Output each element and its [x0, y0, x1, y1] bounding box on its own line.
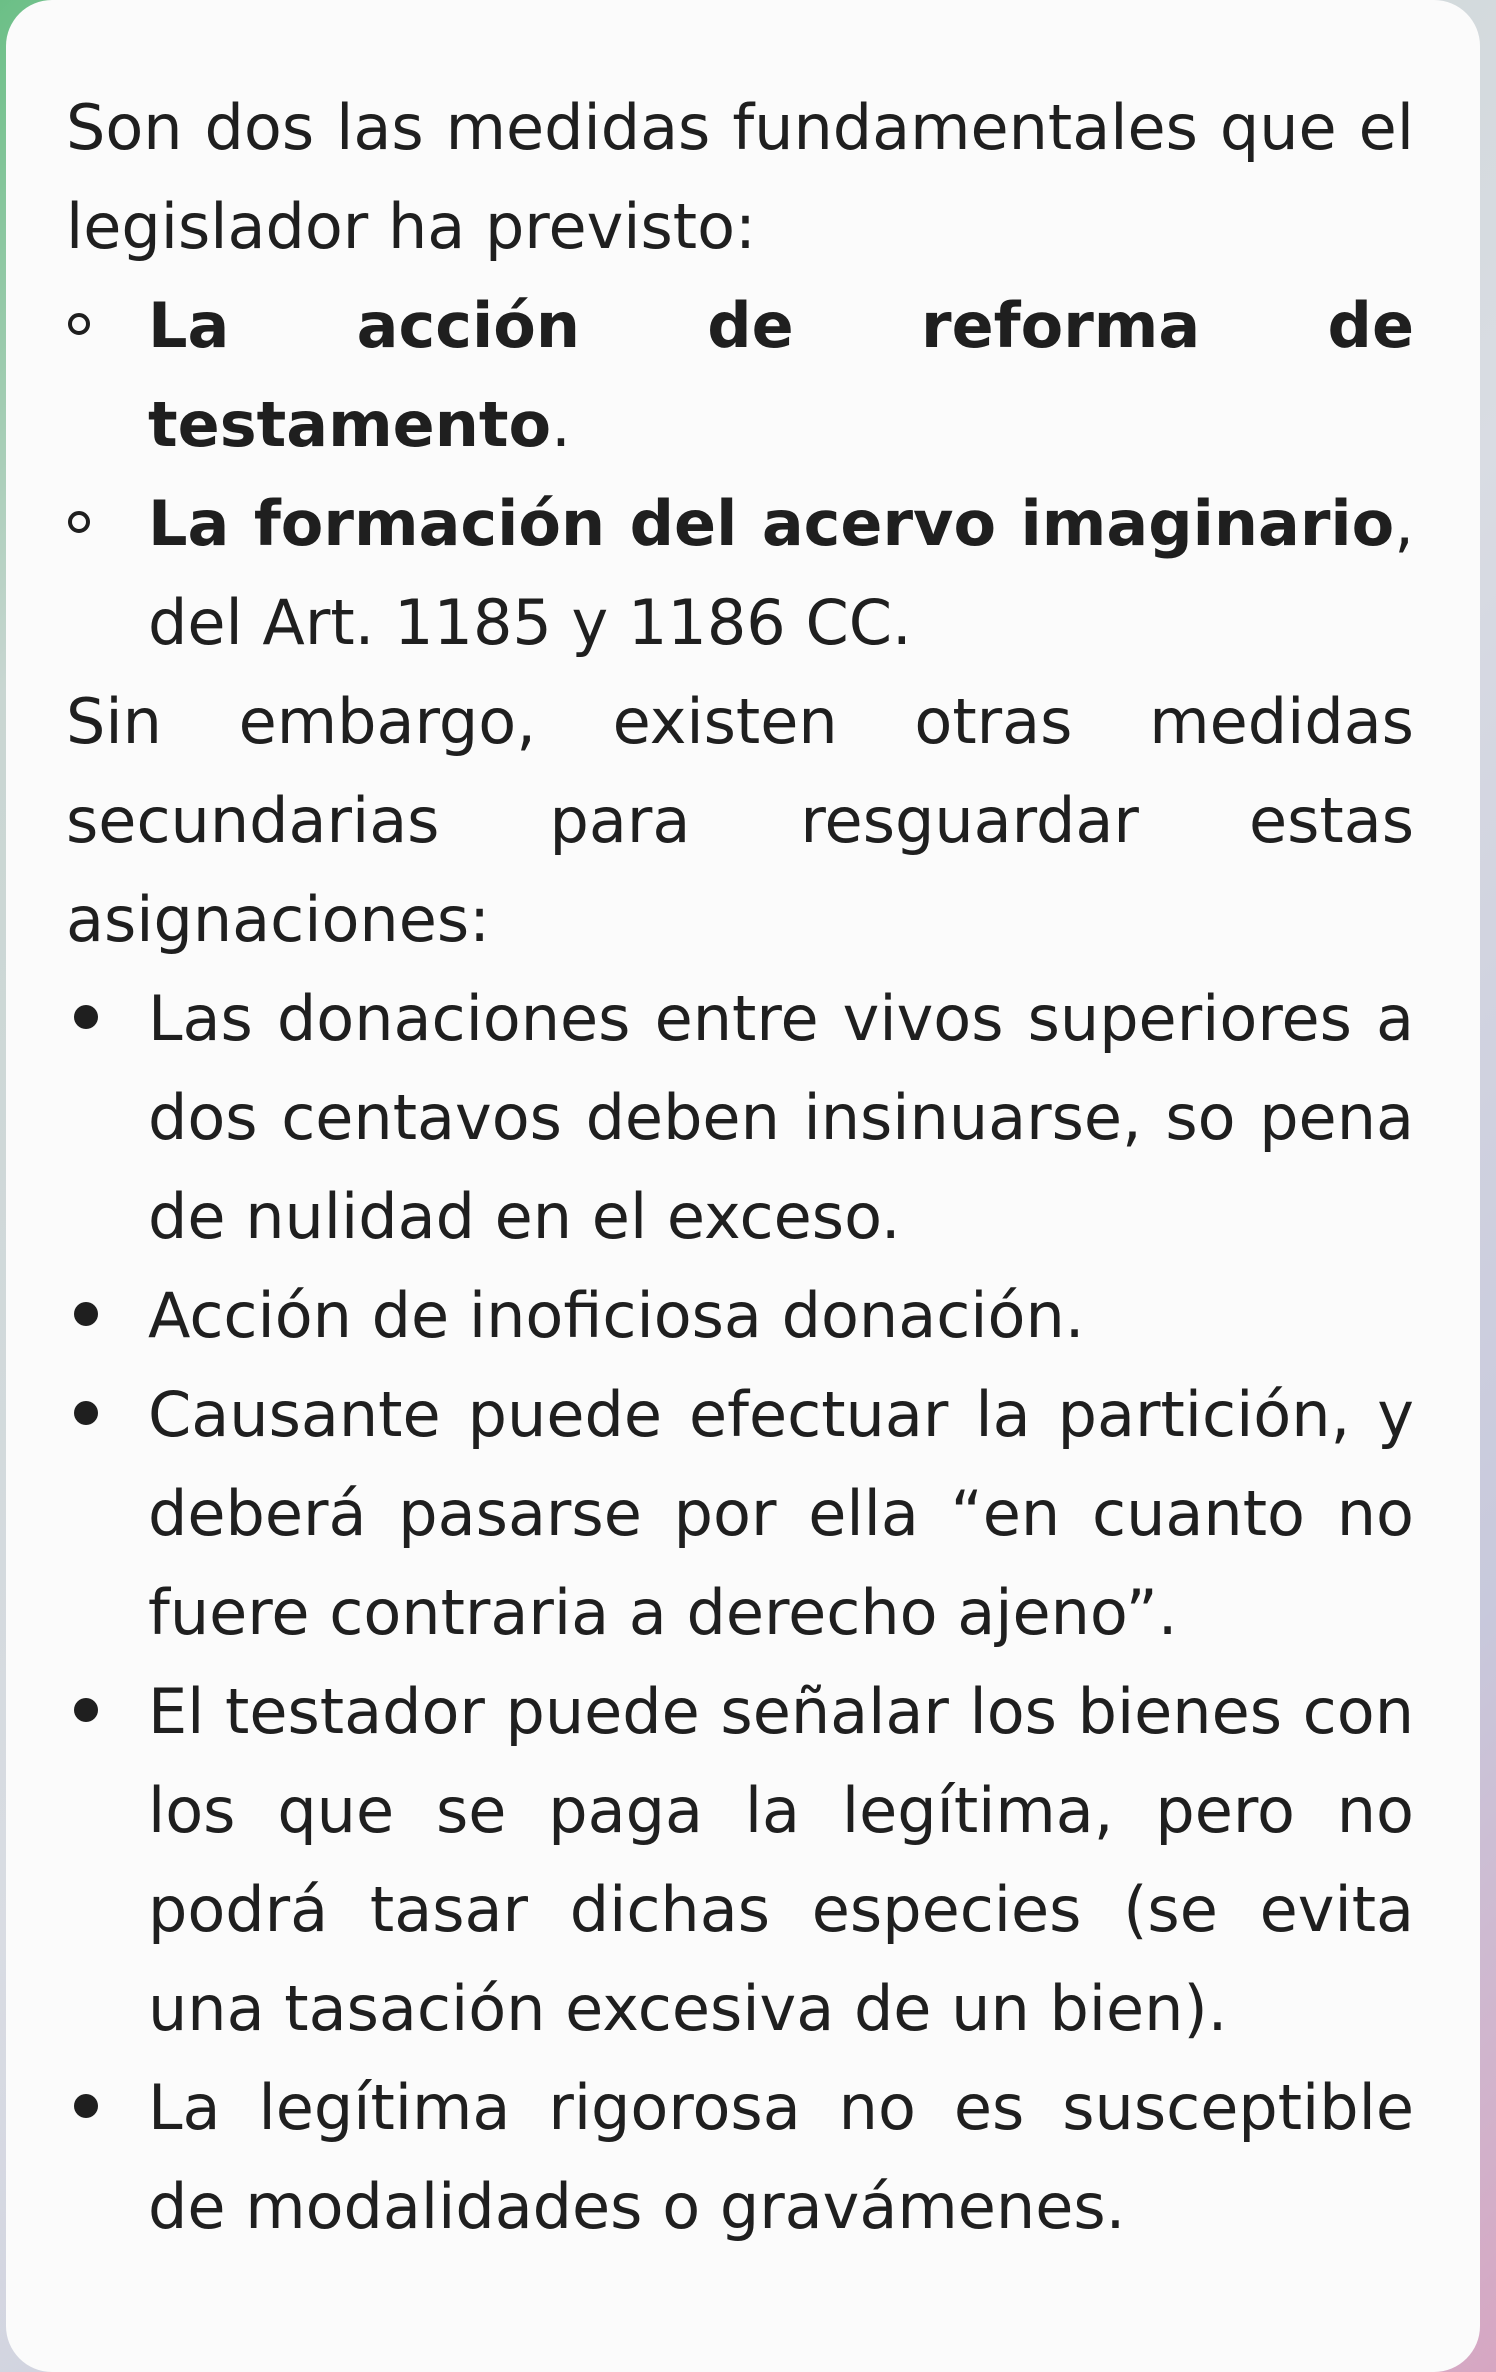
bullet-dot-icon	[74, 1401, 98, 1425]
list-item	[66, 1365, 1414, 1662]
text-card	[6, 0, 1480, 2372]
list-item	[66, 2058, 1414, 2256]
circle-bullet-icon	[68, 313, 90, 335]
list-item	[66, 1266, 1414, 1365]
list-item	[66, 969, 1414, 1266]
circle-bullet-icon	[68, 511, 90, 533]
secondary-measures-list	[66, 969, 1414, 2256]
main-measures-list	[66, 276, 1414, 672]
measure-text: La legítima rigorosa no es susceptible de modalidades o gravámenes.	[148, 2071, 1414, 2243]
intro-paragraph: Son dos las medidas fundamentales que el legislador ha previsto:	[66, 91, 1414, 263]
measure-rest: .	[551, 388, 571, 461]
list-item	[66, 1662, 1414, 2058]
measure-text: Acción de inoficiosa donación.	[148, 1279, 1085, 1352]
measure-text: Causante puede efectuar la partición, y deberá pasarse por ella “en cuanto no fuere contraria a derecho ajeno”.	[148, 1378, 1414, 1649]
bullet-dot-icon	[74, 1698, 98, 1722]
bullet-dot-icon	[74, 1005, 98, 1029]
list-item	[66, 276, 1414, 474]
measure-rest: , del Art. 1185 y 1186 CC.	[148, 487, 1414, 659]
bullet-dot-icon	[74, 1302, 98, 1326]
measure-text: El testador puede señalar los bienes con los que se paga la legítima, pero no podrá tasar dichas especies (se evita una tasación excesiva de un bien).	[148, 1675, 1414, 2045]
measure-title: La formación del acervo imaginario	[148, 487, 1395, 560]
measure-title: La acción de reforma de testamento	[148, 289, 1414, 461]
measure-text: Las donaciones entre vivos superiores a dos centavos deben insinuarse, so pena de nulidad en el exceso.	[148, 982, 1414, 1253]
bullet-dot-icon	[74, 2094, 98, 2118]
secondary-intro-paragraph: Sin embargo, existen otras medidas secundarias para resguardar estas asignaciones:	[66, 685, 1414, 956]
list-item	[66, 474, 1414, 672]
